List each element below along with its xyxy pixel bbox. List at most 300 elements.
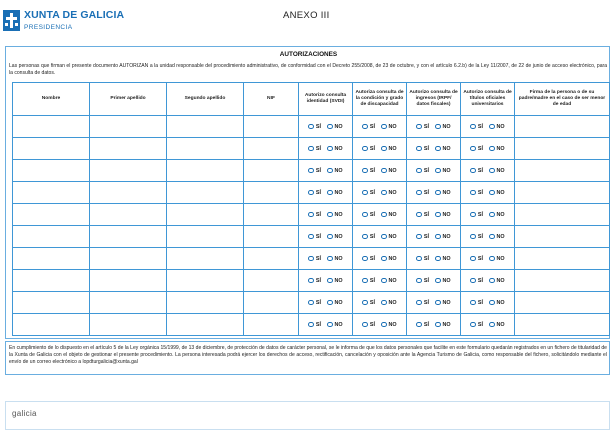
consent-option-no[interactable] [327, 256, 343, 262]
primer-apellido-cell[interactable] [90, 138, 167, 160]
consent-option-yes[interactable] [308, 256, 321, 262]
radio-yes-icon[interactable] [470, 234, 476, 240]
radio-yes-icon[interactable] [470, 124, 476, 130]
radio-no-icon[interactable] [381, 322, 387, 328]
nombre-cell[interactable] [13, 160, 90, 182]
identidad-consent-cell [299, 226, 353, 248]
consent-option-yes[interactable] [308, 234, 321, 240]
radio-no-icon[interactable] [381, 190, 387, 196]
consent-option-yes[interactable] [470, 322, 483, 328]
radio-no-label: NO [388, 321, 397, 328]
consent-option-no[interactable] [381, 146, 397, 152]
consent-radio-group [353, 124, 406, 130]
nombre-cell[interactable] [13, 204, 90, 226]
nombre-cell[interactable] [13, 226, 90, 248]
radio-yes-icon[interactable] [416, 278, 422, 284]
ingresos-consent-cell [407, 248, 461, 270]
radio-yes-icon[interactable] [416, 168, 422, 174]
nombre-cell[interactable] [13, 270, 90, 292]
primer-apellido-cell[interactable] [90, 182, 167, 204]
nombre-cell[interactable] [13, 292, 90, 314]
radio-yes-icon[interactable] [362, 300, 368, 306]
radio-no-icon[interactable] [489, 322, 495, 328]
radio-yes-label: SÍ [423, 211, 429, 218]
nif-cell[interactable] [244, 314, 299, 336]
consent-radio-group [407, 278, 460, 284]
consent-option-yes[interactable] [362, 168, 375, 174]
signature-cell[interactable] [515, 182, 610, 204]
page-footer [5, 401, 610, 430]
radio-yes-label: SÍ [423, 145, 429, 152]
authorizations-table [12, 82, 610, 336]
radio-yes-label: SÍ [423, 255, 429, 262]
radio-no-icon[interactable] [327, 300, 333, 306]
consent-option-yes[interactable] [308, 322, 321, 328]
radio-yes-icon[interactable] [308, 256, 314, 262]
radio-yes-icon[interactable] [308, 168, 314, 174]
primer-apellido-cell[interactable] [90, 292, 167, 314]
consent-option-yes[interactable] [416, 234, 429, 240]
nombre-cell[interactable] [13, 138, 90, 160]
consent-option-yes[interactable] [416, 300, 429, 306]
segundo-apellido-cell[interactable] [167, 226, 244, 248]
consent-option-no[interactable] [435, 234, 451, 240]
radio-yes-label: SÍ [315, 189, 321, 196]
radio-yes-icon[interactable] [362, 146, 368, 152]
nif-cell[interactable] [244, 182, 299, 204]
radio-no-icon[interactable] [327, 256, 333, 262]
radio-no-icon[interactable] [435, 146, 441, 152]
consent-option-no[interactable] [435, 322, 451, 328]
radio-yes-icon[interactable] [416, 124, 422, 130]
radio-yes-icon[interactable] [362, 124, 368, 130]
consent-radio-group [299, 212, 352, 218]
consent-option-no[interactable] [489, 234, 505, 240]
radio-no-label: NO [442, 321, 451, 328]
consent-radio-group [299, 146, 352, 152]
primer-apellido-cell[interactable] [90, 314, 167, 336]
consent-option-no[interactable] [489, 124, 505, 130]
radio-yes-icon[interactable] [362, 256, 368, 262]
nif-cell[interactable] [244, 270, 299, 292]
radio-no-icon[interactable] [435, 190, 441, 196]
radio-no-icon[interactable] [381, 146, 387, 152]
radio-yes-label: SÍ [369, 233, 375, 240]
ingresos-consent-cell [407, 226, 461, 248]
table-row [13, 292, 610, 314]
consent-option-no[interactable] [381, 124, 397, 130]
titulos-consent-cell [461, 116, 515, 138]
signature-cell[interactable] [515, 314, 610, 336]
radio-yes-label: SÍ [423, 123, 429, 130]
radio-no-icon[interactable] [381, 278, 387, 284]
primer-apellido-cell[interactable] [90, 226, 167, 248]
document-header [0, 0, 615, 46]
consent-option-yes[interactable] [362, 234, 375, 240]
discapacidad-consent-cell [353, 270, 407, 292]
radio-yes-icon[interactable] [416, 146, 422, 152]
consent-option-yes[interactable] [362, 124, 375, 130]
radio-no-icon[interactable] [381, 300, 387, 306]
consent-option-yes[interactable] [362, 212, 375, 218]
radio-no-label: NO [334, 167, 343, 174]
nif-cell[interactable] [244, 138, 299, 160]
radio-no-icon[interactable] [327, 234, 333, 240]
radio-no-icon[interactable] [327, 146, 333, 152]
consent-radio-group [407, 234, 460, 240]
consent-option-no[interactable] [489, 190, 505, 196]
consent-option-no[interactable] [381, 300, 397, 306]
radio-no-label: NO [496, 277, 505, 284]
consent-option-yes[interactable] [416, 322, 429, 328]
nif-cell[interactable] [244, 292, 299, 314]
nombre-cell[interactable] [13, 314, 90, 336]
table-row [13, 204, 610, 226]
consent-option-no[interactable] [381, 278, 397, 284]
consent-radio-group [353, 146, 406, 152]
identidad-consent-cell [299, 314, 353, 336]
radio-yes-icon[interactable] [416, 322, 422, 328]
radio-yes-label: SÍ [423, 299, 429, 306]
radio-yes-label: SÍ [315, 211, 321, 218]
consent-option-yes[interactable] [470, 234, 483, 240]
section-title: AUTORIZACIONES [279, 51, 338, 58]
signature-cell[interactable] [515, 270, 610, 292]
intro-paragraph: Las personas que firman el presente documento AUTORIZAN a la unidad responsable del procedimiento administrativo, de conformidad con el Decreto 255/2008, de 23 de octubre, y con el artículo 6.2.b) de la Ley 11/2007, de 22 de junio de acceso electrónico, para la consulta de datos. [9, 63, 607, 77]
radio-no-label: NO [334, 321, 343, 328]
consent-option-yes[interactable] [362, 190, 375, 196]
radio-no-icon[interactable] [327, 278, 333, 284]
consent-option-no[interactable] [489, 168, 505, 174]
consent-option-no[interactable] [327, 124, 343, 130]
radio-no-icon[interactable] [435, 278, 441, 284]
radio-yes-icon[interactable] [308, 124, 314, 130]
radio-no-icon[interactable] [489, 278, 495, 284]
header-firma: Firma de la persona o de su padre/madre en el caso de ser menor de edad [515, 83, 610, 116]
segundo-apellido-cell[interactable] [167, 204, 244, 226]
radio-yes-icon[interactable] [308, 278, 314, 284]
consent-option-no[interactable] [489, 300, 505, 306]
consent-option-yes[interactable] [308, 168, 321, 174]
consent-option-yes[interactable] [470, 168, 483, 174]
consent-option-no[interactable] [489, 212, 505, 218]
segundo-apellido-cell[interactable] [167, 160, 244, 182]
radio-no-label: NO [388, 277, 397, 284]
radio-no-icon[interactable] [435, 124, 441, 130]
header-titulos: Autorizo consulta de títulos oficiales universitarios [461, 83, 515, 116]
consent-option-yes[interactable] [470, 256, 483, 262]
ingresos-consent-cell [407, 314, 461, 336]
consent-option-no[interactable] [435, 256, 451, 262]
segundo-apellido-cell[interactable] [167, 138, 244, 160]
consent-option-no[interactable] [435, 300, 451, 306]
radio-yes-label: SÍ [315, 255, 321, 262]
consent-option-yes[interactable] [362, 146, 375, 152]
consent-option-yes[interactable] [362, 322, 375, 328]
radio-yes-icon[interactable] [308, 322, 314, 328]
radio-no-icon[interactable] [327, 168, 333, 174]
radio-no-label: NO [388, 123, 397, 130]
consent-option-yes[interactable] [416, 212, 429, 218]
radio-yes-icon[interactable] [470, 212, 476, 218]
consent-option-no[interactable] [435, 190, 451, 196]
signature-cell[interactable] [515, 138, 610, 160]
radio-yes-icon[interactable] [470, 190, 476, 196]
nif-cell[interactable] [244, 248, 299, 270]
radio-yes-label: SÍ [315, 233, 321, 240]
consent-option-yes[interactable] [416, 278, 429, 284]
radio-no-label: NO [442, 145, 451, 152]
consent-option-no[interactable] [435, 124, 451, 130]
table-row [13, 270, 610, 292]
radio-yes-icon[interactable] [308, 146, 314, 152]
titulos-consent-cell [461, 138, 515, 160]
radio-yes-icon[interactable] [308, 190, 314, 196]
consent-option-no[interactable] [435, 212, 451, 218]
radio-yes-icon[interactable] [416, 256, 422, 262]
radio-no-icon[interactable] [489, 168, 495, 174]
consent-radio-group [461, 146, 514, 152]
nif-cell[interactable] [244, 226, 299, 248]
consent-option-no[interactable] [381, 212, 397, 218]
consent-radio-group [407, 168, 460, 174]
radio-no-icon[interactable] [489, 256, 495, 262]
table-row [13, 182, 610, 204]
radio-yes-label: SÍ [477, 321, 483, 328]
radio-no-icon[interactable] [435, 300, 441, 306]
radio-yes-icon[interactable] [470, 168, 476, 174]
primer-apellido-cell[interactable] [90, 116, 167, 138]
radio-no-label: NO [442, 123, 451, 130]
consent-option-no[interactable] [327, 300, 343, 306]
radio-no-icon[interactable] [381, 124, 387, 130]
consent-option-no[interactable] [327, 190, 343, 196]
consent-option-no[interactable] [489, 322, 505, 328]
primer-apellido-cell[interactable] [90, 270, 167, 292]
consent-option-no[interactable] [327, 234, 343, 240]
consent-option-no[interactable] [381, 190, 397, 196]
consent-option-yes[interactable] [470, 278, 483, 284]
consent-option-yes[interactable] [362, 300, 375, 306]
radio-no-icon[interactable] [489, 234, 495, 240]
ingresos-consent-cell [407, 160, 461, 182]
consent-option-yes[interactable] [470, 124, 483, 130]
radio-no-icon[interactable] [381, 212, 387, 218]
consent-option-yes[interactable] [308, 300, 321, 306]
consent-option-yes[interactable] [416, 168, 429, 174]
radio-no-label: NO [442, 299, 451, 306]
primer-apellido-cell[interactable] [90, 160, 167, 182]
consent-option-no[interactable] [489, 278, 505, 284]
consent-option-yes[interactable] [416, 190, 429, 196]
radio-no-label: NO [442, 277, 451, 284]
nif-cell[interactable] [244, 116, 299, 138]
consent-option-yes[interactable] [416, 124, 429, 130]
galicia-footer-logo: galicia [12, 409, 37, 418]
nombre-cell[interactable] [13, 182, 90, 204]
brand-subtitle: PRESIDENCIA [24, 24, 73, 31]
radio-yes-icon[interactable] [416, 300, 422, 306]
consent-option-yes[interactable] [470, 212, 483, 218]
radio-no-icon[interactable] [381, 168, 387, 174]
consent-option-yes[interactable] [470, 190, 483, 196]
radio-no-label: NO [334, 145, 343, 152]
consent-radio-group [461, 124, 514, 130]
radio-no-icon[interactable] [435, 256, 441, 262]
nombre-cell[interactable] [13, 248, 90, 270]
discapacidad-consent-cell [353, 160, 407, 182]
radio-no-icon[interactable] [381, 234, 387, 240]
identidad-consent-cell [299, 270, 353, 292]
radio-no-label: NO [334, 277, 343, 284]
radio-no-icon[interactable] [435, 168, 441, 174]
consent-option-yes[interactable] [308, 124, 321, 130]
radio-yes-icon[interactable] [362, 168, 368, 174]
radio-no-icon[interactable] [327, 190, 333, 196]
consent-option-yes[interactable] [362, 278, 375, 284]
radio-yes-icon[interactable] [470, 322, 476, 328]
consent-option-no[interactable] [327, 278, 343, 284]
ingresos-consent-cell [407, 116, 461, 138]
radio-yes-icon[interactable] [362, 190, 368, 196]
radio-no-label: NO [496, 189, 505, 196]
table-row [13, 116, 610, 138]
nombre-cell[interactable] [13, 116, 90, 138]
consent-option-no[interactable] [327, 322, 343, 328]
radio-no-icon[interactable] [489, 212, 495, 218]
radio-no-icon[interactable] [489, 146, 495, 152]
radio-yes-icon[interactable] [416, 212, 422, 218]
identidad-consent-cell [299, 138, 353, 160]
consent-option-yes[interactable] [308, 212, 321, 218]
radio-no-label: NO [334, 255, 343, 262]
header-nif: NIF [244, 83, 299, 116]
radio-no-icon[interactable] [327, 212, 333, 218]
identidad-consent-cell [299, 116, 353, 138]
radio-no-icon[interactable] [327, 322, 333, 328]
consent-radio-group [353, 256, 406, 262]
signature-cell[interactable] [515, 226, 610, 248]
radio-yes-icon[interactable] [308, 300, 314, 306]
consent-option-no[interactable] [381, 256, 397, 262]
table-row [13, 138, 610, 160]
consent-option-no[interactable] [435, 168, 451, 174]
signature-cell[interactable] [515, 116, 610, 138]
consent-radio-group [461, 278, 514, 284]
radio-yes-icon[interactable] [362, 234, 368, 240]
radio-no-label: NO [442, 233, 451, 240]
consent-option-no[interactable] [489, 256, 505, 262]
radio-no-icon[interactable] [489, 190, 495, 196]
signature-cell[interactable] [515, 160, 610, 182]
identidad-consent-cell [299, 160, 353, 182]
radio-no-label: NO [442, 211, 451, 218]
consent-radio-group [407, 322, 460, 328]
radio-yes-label: SÍ [369, 299, 375, 306]
radio-yes-icon[interactable] [416, 234, 422, 240]
brand-name: XUNTA DE GALICIA [24, 9, 125, 21]
radio-no-label: NO [496, 123, 505, 130]
segundo-apellido-cell[interactable] [167, 182, 244, 204]
consent-option-no[interactable] [381, 168, 397, 174]
xunta-cross-logo [3, 10, 20, 31]
consent-option-no[interactable] [327, 168, 343, 174]
table-header-row [13, 83, 610, 116]
radio-yes-icon[interactable] [362, 278, 368, 284]
segundo-apellido-cell[interactable] [167, 292, 244, 314]
consent-option-no[interactable] [327, 146, 343, 152]
radio-yes-label: SÍ [477, 255, 483, 262]
consent-radio-group [461, 234, 514, 240]
radio-yes-icon[interactable] [470, 278, 476, 284]
radio-yes-icon[interactable] [308, 212, 314, 218]
radio-no-icon[interactable] [489, 300, 495, 306]
radio-no-icon[interactable] [435, 234, 441, 240]
radio-yes-icon[interactable] [362, 322, 368, 328]
signature-cell[interactable] [515, 292, 610, 314]
radio-no-icon[interactable] [489, 124, 495, 130]
consent-radio-group [461, 212, 514, 218]
signature-cell[interactable] [515, 204, 610, 226]
segundo-apellido-cell[interactable] [167, 248, 244, 270]
consent-option-no[interactable] [381, 234, 397, 240]
consent-option-no[interactable] [327, 212, 343, 218]
consent-option-no[interactable] [435, 146, 451, 152]
consent-radio-group [461, 168, 514, 174]
primer-apellido-cell[interactable] [90, 204, 167, 226]
radio-no-label: NO [496, 255, 505, 262]
radio-yes-icon[interactable] [362, 212, 368, 218]
radio-yes-icon[interactable] [470, 300, 476, 306]
segundo-apellido-cell[interactable] [167, 314, 244, 336]
consent-radio-group [461, 190, 514, 196]
consent-option-no[interactable] [489, 146, 505, 152]
consent-option-yes[interactable] [308, 190, 321, 196]
segundo-apellido-cell[interactable] [167, 116, 244, 138]
consent-option-yes[interactable] [308, 278, 321, 284]
segundo-apellido-cell[interactable] [167, 270, 244, 292]
radio-no-icon[interactable] [381, 256, 387, 262]
consent-option-yes[interactable] [416, 256, 429, 262]
nif-cell[interactable] [244, 160, 299, 182]
consent-option-yes[interactable] [470, 146, 483, 152]
primer-apellido-cell[interactable] [90, 248, 167, 270]
radio-yes-icon[interactable] [416, 190, 422, 196]
radio-no-icon[interactable] [435, 212, 441, 218]
consent-option-no[interactable] [381, 322, 397, 328]
consent-radio-group [353, 190, 406, 196]
consent-option-yes[interactable] [308, 146, 321, 152]
signature-cell[interactable] [515, 248, 610, 270]
nif-cell[interactable] [244, 204, 299, 226]
discapacidad-consent-cell [353, 248, 407, 270]
radio-yes-icon[interactable] [308, 234, 314, 240]
radio-no-icon[interactable] [327, 124, 333, 130]
consent-option-no[interactable] [435, 278, 451, 284]
radio-yes-icon[interactable] [470, 146, 476, 152]
radio-no-label: NO [388, 145, 397, 152]
consent-option-yes[interactable] [416, 146, 429, 152]
consent-radio-group [299, 256, 352, 262]
discapacidad-consent-cell [353, 138, 407, 160]
ingresos-consent-cell [407, 292, 461, 314]
radio-no-icon[interactable] [435, 322, 441, 328]
consent-option-yes[interactable] [470, 300, 483, 306]
radio-no-label: NO [388, 189, 397, 196]
consent-option-yes[interactable] [362, 256, 375, 262]
ingresos-consent-cell [407, 270, 461, 292]
radio-yes-icon[interactable] [470, 256, 476, 262]
